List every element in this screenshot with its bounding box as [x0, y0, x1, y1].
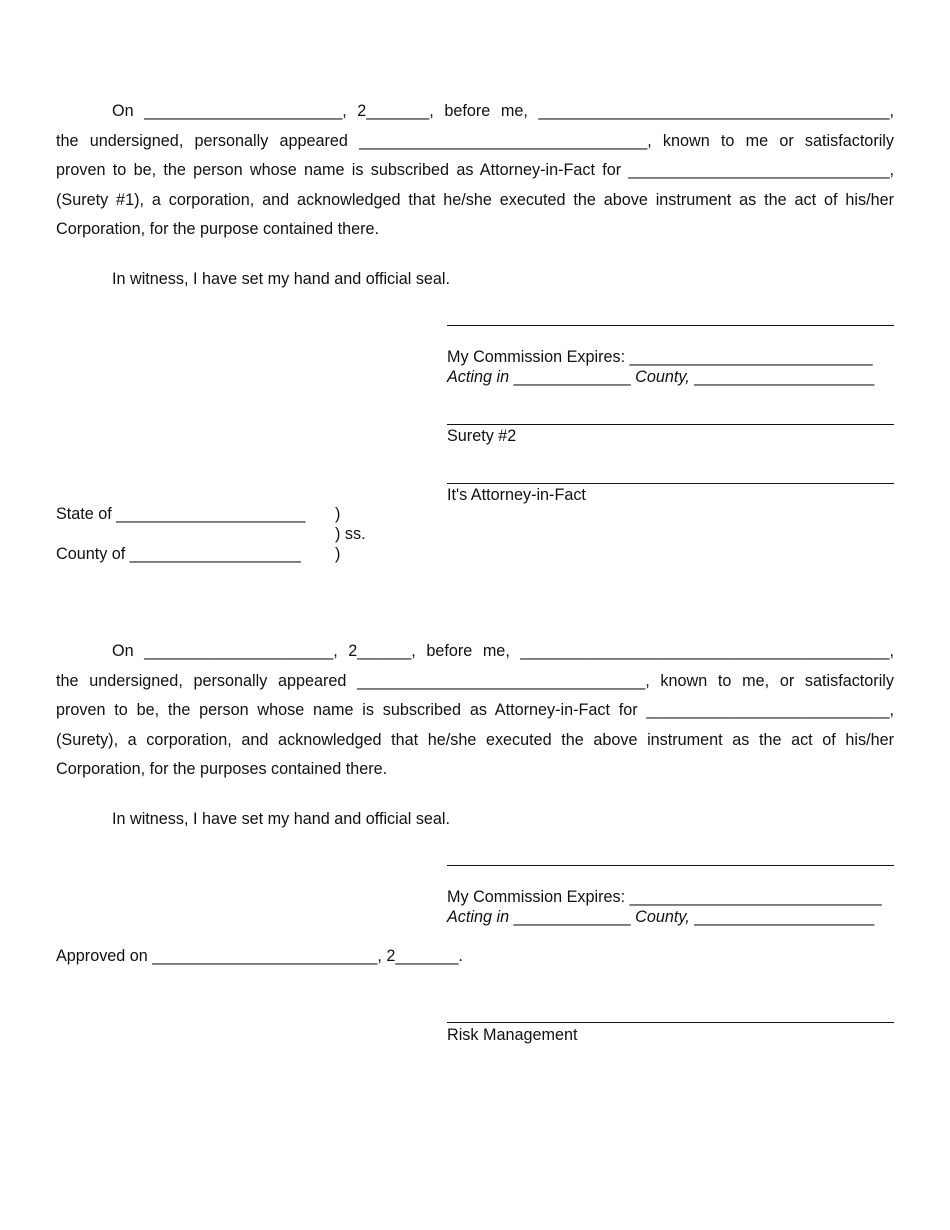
ack2-county-blank: ____________________: [694, 908, 875, 926]
surety2-signature-line: [447, 424, 894, 425]
notary-signature-line-1: [447, 325, 894, 326]
ack2-line-3: proven to be, the person whose name is subscribed as Attorney-in-Fact for ___________________________,: [56, 701, 894, 719]
ack2-acting-in-line: [447, 907, 874, 927]
state-of-field: State of _____________________: [56, 505, 306, 523]
risk-management-label: Risk Management: [447, 1026, 578, 1044]
ack2-line-5: Corporation, for the purposes contained there.: [56, 760, 388, 778]
ack1-line-2: the undersigned, personally appeared ________________________________, known to me or satisfactorily: [56, 131, 894, 150]
approved-on-field: Approved on _________________________, 2_______.: [56, 947, 463, 965]
ack2-witness-text: In witness, I have set my hand and official seal.: [112, 810, 451, 828]
ack1-county-label: County,: [635, 368, 690, 386]
ack2-county-label: County,: [635, 908, 690, 926]
ack1-line-4: (Surety #1), a corporation, and acknowledged that he/she executed the above instrument as the act of his/her: [56, 190, 894, 209]
ack2-commission-expires: My Commission Expires: ____________________________: [447, 888, 882, 906]
ack2-acting-in-blank: _____________: [513, 908, 631, 926]
ack2-line-2: the undersigned, personally appeared ________________________________, known to me, or satisfactorily: [56, 671, 894, 690]
ack1-line-1: On ______________________, 2_______, before me, _______________________________________,: [112, 102, 894, 120]
ack1-acting-in-label: Acting in: [447, 368, 510, 386]
ack1-acting-in-line: [447, 367, 874, 387]
venue-ss: ) ss.: [335, 525, 366, 543]
attorney-in-fact-label: It's Attorney-in-Fact: [447, 486, 586, 504]
ack1-line-5: Corporation, for the purpose contained there.: [56, 220, 380, 238]
risk-management-signature-line: [447, 1022, 894, 1023]
acknowledgment-paragraph-2: [56, 637, 894, 785]
venue-paren-top: ): [335, 505, 341, 523]
venue-paren-bottom: ): [335, 545, 341, 563]
ack2-acting-in-label: Acting in: [447, 908, 510, 926]
acknowledgment-paragraph-1: [56, 97, 894, 245]
county-of-field: County of ___________________: [56, 545, 301, 563]
ack1-commission-expires: My Commission Expires: ___________________________: [447, 348, 873, 366]
ack1-county-blank: ____________________: [694, 368, 875, 386]
attorney-signature-line: [447, 483, 894, 484]
ack2-line-1: On _____________________, 2______, before me, _________________________________________,: [112, 642, 894, 660]
ack1-acting-in-blank: _____________: [513, 368, 631, 386]
ack1-line-3: proven to be, the person whose name is subscribed as Attorney-in-Fact for _____________________________,: [56, 161, 894, 179]
ack2-line-4: (Surety), a corporation, and acknowledged that he/she executed the above instrument as the act of his/her: [56, 730, 894, 749]
ack1-witness-text: In witness, I have set my hand and official seal.: [112, 270, 451, 288]
surety2-label: Surety #2: [447, 427, 517, 445]
notary-signature-line-2: [447, 865, 894, 866]
